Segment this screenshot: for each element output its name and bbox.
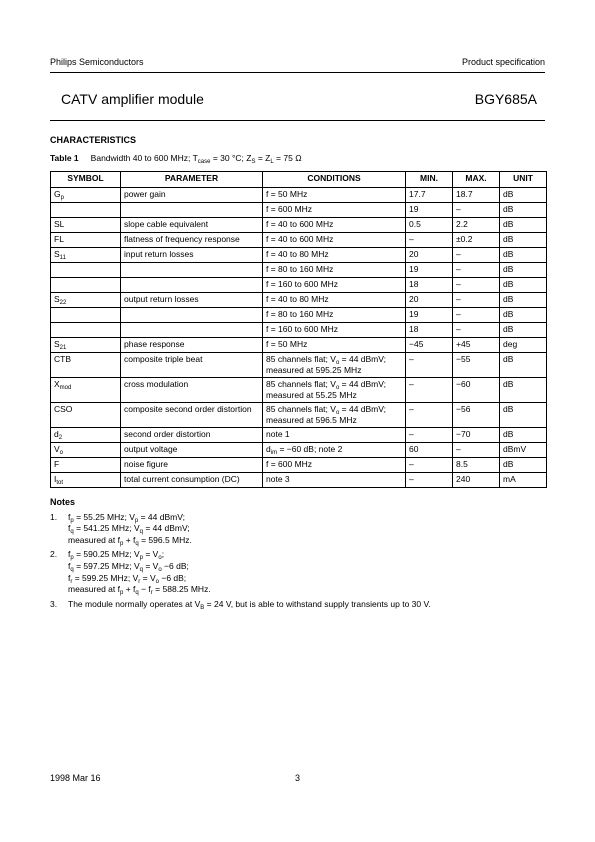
cell-conditions: note 1	[263, 428, 406, 443]
cell-conditions: f = 50 MHz	[263, 338, 406, 353]
col-header-unit: UNIT	[500, 172, 547, 188]
note-number: 3.	[50, 598, 58, 609]
cell-parameter	[121, 203, 263, 218]
cell-min: 19	[406, 203, 453, 218]
cell-parameter: flatness of frequency response	[121, 233, 263, 248]
product-title: CATV amplifier module	[61, 91, 204, 107]
cell-max: 8.5	[453, 458, 500, 473]
col-header-conditions: CONDITIONS	[263, 172, 406, 188]
cell-symbol: CSO	[51, 403, 121, 428]
header-company: Philips Semiconductors	[50, 57, 144, 67]
cell-parameter: composite second order distortion	[121, 403, 263, 428]
cell-symbol: FL	[51, 233, 121, 248]
cell-unit: dB	[500, 378, 547, 403]
cell-parameter: power gain	[121, 188, 263, 203]
cell-symbol	[51, 278, 121, 293]
table-row	[51, 188, 547, 203]
cell-symbol: F	[51, 458, 121, 473]
cell-conditions: note 3	[263, 473, 406, 488]
cell-conditions: f = 40 to 600 MHz	[263, 218, 406, 233]
note-text	[68, 599, 431, 611]
cell-parameter	[121, 263, 263, 278]
title-rule	[50, 120, 545, 121]
notes-heading: Notes	[50, 497, 76, 507]
table-row	[51, 428, 547, 443]
table-row	[51, 473, 547, 488]
table-body	[51, 188, 547, 488]
notes-list	[50, 512, 545, 611]
cell-conditions: f = 40 to 80 MHz	[263, 293, 406, 308]
cell-conditions: f = 600 MHz	[263, 203, 406, 218]
cell-max: –	[453, 293, 500, 308]
cell-parameter: slope cable equivalent	[121, 218, 263, 233]
cell-parameter: noise figure	[121, 458, 263, 473]
cell-min: −45	[406, 338, 453, 353]
cell-min: –	[406, 403, 453, 428]
note-text	[68, 549, 211, 595]
table-row	[51, 263, 547, 278]
cell-conditions: f = 600 MHz	[263, 458, 406, 473]
cell-unit: mA	[500, 473, 547, 488]
cell-min: –	[406, 473, 453, 488]
cell-max: −56	[453, 403, 500, 428]
cell-unit: dB	[500, 308, 547, 323]
note-line: The module normally operates at $V_B = 24$ V, but is able to withstand supply transients up to 30 V.	[68, 598, 431, 611]
table-row	[51, 323, 547, 338]
cell-conditions: f = 80 to 160 MHz	[263, 263, 406, 278]
col-header-symbol: SYMBOL	[51, 172, 121, 188]
cell-max: −70	[453, 428, 500, 443]
cell-parameter: output return losses	[121, 293, 263, 308]
cell-max: –	[453, 323, 500, 338]
note-line: $f_r = 599.25$ MHz; $V_r = V_o -6$ dB;	[68, 572, 187, 585]
cell-min: 17.7	[406, 188, 453, 203]
cell-parameter: phase response	[121, 338, 263, 353]
footer-page-number: 3	[295, 773, 301, 783]
cell-conditions: $d_{im} = -60$ dB; note 2	[263, 443, 406, 458]
cell-parameter	[121, 308, 263, 323]
cell-symbol: $S_{11}$	[51, 248, 121, 263]
note-item	[50, 512, 545, 547]
cell-symbol: $d_2$	[51, 428, 121, 443]
note-line: $f_p = 590.25$ MHz; $V_p = V_o$;	[68, 549, 165, 562]
table-row	[51, 378, 547, 403]
cell-max: 240	[453, 473, 500, 488]
table-row	[51, 308, 547, 323]
note-line: measured at $f_p + f_q = 596.5$ MHz.	[68, 534, 192, 547]
cell-min: 19	[406, 263, 453, 278]
notes-section	[50, 497, 545, 613]
cell-unit: dB	[500, 353, 547, 378]
cell-max: 18.7	[453, 188, 500, 203]
cell-min: 20	[406, 248, 453, 263]
section-heading: CHARACTERISTICS	[50, 135, 137, 145]
cell-parameter: input return losses	[121, 248, 263, 263]
cell-max: –	[453, 263, 500, 278]
characteristics-table	[50, 171, 547, 488]
cell-min: –	[406, 428, 453, 443]
note-text	[68, 512, 192, 547]
cell-conditions: f = 40 to 80 MHz	[263, 248, 406, 263]
table-header-row	[51, 172, 547, 188]
cell-conditions: f = 160 to 600 MHz	[263, 323, 406, 338]
cell-symbol	[51, 203, 121, 218]
table-row	[51, 278, 547, 293]
cell-unit: deg	[500, 338, 547, 353]
cell-min: 20	[406, 293, 453, 308]
table-caption-text: Bandwidth 40 to 600 MHz; $T_{case} = 30$ °C; $Z_S = Z_L = 75$ Ω	[90, 153, 302, 165]
cell-max: ±0.2	[453, 233, 500, 248]
cell-max: −60	[453, 378, 500, 403]
table-row	[51, 218, 547, 233]
cell-symbol: $I_{tot}$	[51, 473, 121, 488]
col-header-min: MIN.	[406, 172, 453, 188]
cell-unit: dB	[500, 233, 547, 248]
cell-unit: dB	[500, 323, 547, 338]
note-number: 2.	[50, 549, 58, 560]
cell-max: 2.2	[453, 218, 500, 233]
cell-min: –	[406, 233, 453, 248]
note-line: $f_q = 541.25$ MHz; $V_q = 44$ dBmV;	[68, 523, 190, 536]
cell-min: –	[406, 353, 453, 378]
cell-min: –	[406, 458, 453, 473]
cell-unit: dB	[500, 403, 547, 428]
cell-max: −55	[453, 353, 500, 378]
cell-symbol: CTB	[51, 353, 121, 378]
cell-min: 19	[406, 308, 453, 323]
cell-max: –	[453, 278, 500, 293]
cell-parameter: output voltage	[121, 443, 263, 458]
cell-symbol: $V_o$	[51, 443, 121, 458]
cell-parameter	[121, 278, 263, 293]
cell-symbol: $X_{mod}$	[51, 378, 121, 403]
cell-parameter: total current consumption (DC)	[121, 473, 263, 488]
table-row	[51, 338, 547, 353]
table-row	[51, 458, 547, 473]
cell-min: 18	[406, 323, 453, 338]
cell-conditions: 85 channels flat; $V_o = 44$ dBmV; measured at 55.25 MHz	[263, 378, 406, 403]
note-line: $f_q = 597.25$ MHz; $V_q = V_o -6$ dB;	[68, 560, 189, 573]
cell-parameter	[121, 323, 263, 338]
cell-conditions: 85 channels flat; $V_o = 44$ dBmV; measured at 595.25 MHz	[263, 353, 406, 378]
footer-date: 1998 Mar 16	[50, 773, 101, 783]
cell-conditions: f = 40 to 600 MHz	[263, 233, 406, 248]
cell-min: –	[406, 378, 453, 403]
cell-max: +45	[453, 338, 500, 353]
cell-unit: dB	[500, 248, 547, 263]
table-row	[51, 233, 547, 248]
cell-conditions: 85 channels flat; $V_o = 44$ dBmV; measured at 596.5 MHz	[263, 403, 406, 428]
table-row	[51, 353, 547, 378]
cell-parameter: cross modulation	[121, 378, 263, 403]
cell-unit: dB	[500, 458, 547, 473]
cell-max: –	[453, 248, 500, 263]
cell-unit: dB	[500, 293, 547, 308]
cell-symbol	[51, 308, 121, 323]
cell-conditions: f = 80 to 160 MHz	[263, 308, 406, 323]
cell-min: 0.5	[406, 218, 453, 233]
table-label: Table 1	[50, 153, 79, 163]
cell-symbol	[51, 323, 121, 338]
cell-max: –	[453, 443, 500, 458]
table-row	[51, 203, 547, 218]
cell-conditions: f = 50 MHz	[263, 188, 406, 203]
cell-symbol: $G_p$	[51, 188, 121, 203]
cell-unit: dB	[500, 278, 547, 293]
table-row	[51, 443, 547, 458]
cell-min: 60	[406, 443, 453, 458]
cell-unit: dB	[500, 218, 547, 233]
col-header-max: MAX.	[453, 172, 500, 188]
note-item	[50, 549, 545, 595]
cell-symbol	[51, 263, 121, 278]
cell-min: 18	[406, 278, 453, 293]
table-row	[51, 403, 547, 428]
cell-unit: dB	[500, 203, 547, 218]
cell-parameter: second order distortion	[121, 428, 263, 443]
table-row	[51, 293, 547, 308]
cell-unit: dB	[500, 263, 547, 278]
cell-symbol: SL	[51, 218, 121, 233]
cell-unit: dB	[500, 188, 547, 203]
note-number: 1.	[50, 511, 58, 522]
part-number: BGY685A	[474, 91, 537, 107]
cell-parameter: composite triple beat	[121, 353, 263, 378]
cell-max: –	[453, 203, 500, 218]
col-header-parameter: PARAMETER	[121, 172, 263, 188]
cell-unit: dBmV	[500, 443, 547, 458]
table-caption	[50, 153, 302, 163]
cell-symbol: $S_{22}$	[51, 293, 121, 308]
header-doc-type: Product specification	[461, 57, 545, 67]
cell-symbol: $S_{21}$	[51, 338, 121, 353]
cell-conditions: f = 160 to 600 MHz	[263, 278, 406, 293]
note-line: $f_p = 55.25$ MHz; $V_p = 44$ dBmV;	[68, 511, 185, 524]
note-item	[50, 599, 545, 611]
cell-max: –	[453, 308, 500, 323]
cell-unit: dB	[500, 428, 547, 443]
header-rule	[50, 72, 545, 73]
note-line: measured at $f_p + f_q - f_r = 588.25$ MHz.	[68, 584, 211, 597]
table-row	[51, 248, 547, 263]
